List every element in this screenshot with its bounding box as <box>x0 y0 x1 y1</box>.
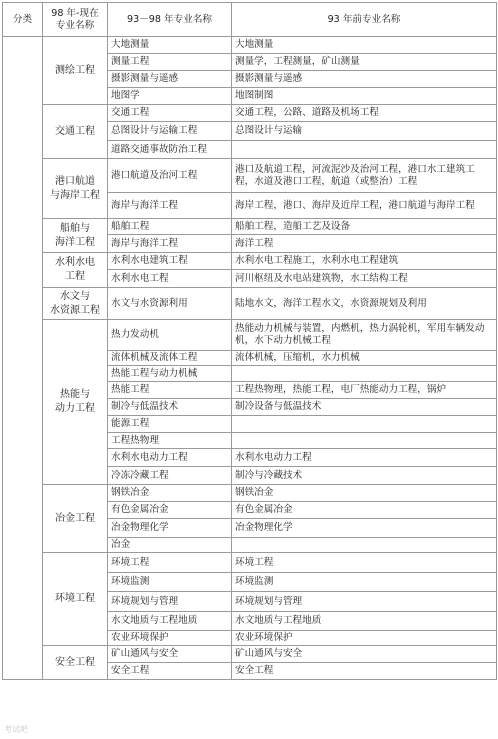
header-pre93-major: 93 年前专业名称 <box>232 3 497 37</box>
current-major-name-line: 港口航道 <box>55 175 95 187</box>
major-93-98-cell: 大地测量 <box>108 37 232 54</box>
major-93-98-cell: 海岸与海洋工程 <box>108 193 232 219</box>
major-pre93-cell: 水利水电工程施工，水利水电工程建筑 <box>232 253 497 270</box>
major-pre93-cell: 地图制图 <box>232 88 497 105</box>
table-body <box>3 37 497 680</box>
major-pre93-cell: 有色金属冶金 <box>232 502 497 519</box>
current-major-name-line: 海洋工程 <box>55 236 95 248</box>
current-major-cell <box>43 37 108 105</box>
major-pre93-cell: 制冷与冷藏技术 <box>232 467 497 485</box>
major-93-98-cell: 地图学 <box>108 88 232 105</box>
current-major-cell <box>43 485 108 553</box>
major-pre93-cell: 钢铁冶金 <box>232 485 497 502</box>
major-pre93-cell: 安全工程 <box>232 663 497 680</box>
table-row <box>3 646 497 663</box>
current-major-name-line: 交通工程 <box>55 125 95 137</box>
major-93-98-cell: 热能工程与动力机械 <box>108 366 232 382</box>
table-row <box>3 320 497 351</box>
header-93-98-major: 93－98 年专业名称 <box>108 3 232 37</box>
major-93-98-cell: 道路交通事故防治工程 <box>108 141 232 159</box>
major-pre93-cell: 交通工程，公路、道路及机场工程 <box>232 105 497 122</box>
major-93-98-cell: 水利水电工程 <box>108 270 232 288</box>
major-93-98-cell: 环境监测 <box>108 573 232 592</box>
major-pre93-cell: 大地测量 <box>232 37 497 54</box>
major-93-98-cell: 水文与水资源利用 <box>108 288 232 320</box>
major-93-98-cell: 交通工程 <box>108 105 232 122</box>
major-pre93-cell: 船舶工程，造船工艺及设备 <box>232 219 497 235</box>
major-93-98-cell: 摄影测量与遥感 <box>108 71 232 88</box>
major-mapping-table <box>2 2 497 680</box>
major-pre93-cell: 工程热物理，热能工程，电厂热能动力工程，锅炉 <box>232 382 497 399</box>
major-pre93-cell: 农业环境保护 <box>232 631 497 646</box>
major-93-98-cell: 总图设计与运输工程 <box>108 122 232 141</box>
major-pre93-cell: 摄影测量与遥感 <box>232 71 497 88</box>
major-pre93-cell <box>232 366 497 382</box>
table-row <box>3 159 497 193</box>
header-current-line1: 98 年-现在 <box>51 7 99 19</box>
current-major-name-line: 冶金工程 <box>55 512 95 524</box>
table-row <box>3 485 497 502</box>
major-pre93-cell: 海岸工程，港口、海岸及近岸工程，港口航道与海岸工程 <box>232 193 497 219</box>
current-major-cell <box>43 320 108 485</box>
major-93-98-cell: 海岸与海洋工程 <box>108 235 232 253</box>
table-row <box>3 219 497 235</box>
major-pre93-cell: 海洋工程 <box>232 235 497 253</box>
table-row <box>3 105 497 122</box>
major-93-98-cell: 环境规划与管理 <box>108 592 232 612</box>
major-pre93-cell: 河川枢纽及水电站建筑物，水工结构工程 <box>232 270 497 288</box>
header-current-major <box>43 3 108 37</box>
major-93-98-cell: 钢铁冶金 <box>108 485 232 502</box>
current-major-cell <box>43 105 108 159</box>
major-93-98-cell: 冷冻冷藏工程 <box>108 467 232 485</box>
current-major-name-line: 测绘工程 <box>55 64 95 76</box>
current-major-cell <box>43 219 108 253</box>
major-pre93-cell <box>232 538 497 553</box>
major-93-98-cell: 热能工程 <box>108 382 232 399</box>
watermark-text: 考试吧 <box>4 725 28 734</box>
major-93-98-cell: 冶金物理化学 <box>108 519 232 538</box>
major-pre93-cell: 热能动力机械与装置，内燃机，热力涡轮机，军用车辆发动机，水下动力机械工程 <box>232 320 497 351</box>
major-93-98-cell: 流体机械及流体工程 <box>108 351 232 366</box>
major-pre93-cell: 矿山通风与安全 <box>232 646 497 663</box>
major-93-98-cell: 矿山通风与安全 <box>108 646 232 663</box>
major-93-98-cell: 水利水电动力工程 <box>108 449 232 467</box>
major-pre93-cell: 港口及航道工程，河流泥沙及治河工程，港口水工建筑工程，水道及港口工程，航道（或整治）工程 <box>232 159 497 193</box>
header-category: 分类 <box>3 3 43 37</box>
major-93-98-cell: 工程热物理 <box>108 433 232 449</box>
major-pre93-cell: 冶金物理化学 <box>232 519 497 538</box>
table-row <box>3 288 497 320</box>
table-row <box>3 253 497 270</box>
major-93-98-cell: 有色金属冶金 <box>108 502 232 519</box>
major-pre93-cell: 环境规划与管理 <box>232 592 497 612</box>
current-major-name-line: 动力工程 <box>55 403 95 414</box>
current-major-cell <box>43 159 108 219</box>
current-major-name-line: 水资源工程 <box>50 304 100 316</box>
current-major-cell <box>43 553 108 646</box>
major-93-98-cell: 热力发动机 <box>108 320 232 351</box>
major-pre93-cell <box>232 433 497 449</box>
major-pre93-cell <box>232 141 497 159</box>
major-pre93-cell: 流体机械，压缩机，水力机械 <box>232 351 497 366</box>
major-pre93-cell: 环境工程 <box>232 553 497 573</box>
current-major-name-line: 工程 <box>65 271 85 282</box>
current-major-name-line: 环境工程 <box>55 593 95 604</box>
current-major-name-line: 船舶与 <box>60 222 90 234</box>
table-row <box>3 37 497 54</box>
current-major-name-line: 水文与 <box>60 290 90 302</box>
major-93-98-cell: 水文地质与工程地质 <box>108 612 232 631</box>
current-major-cell <box>43 253 108 288</box>
major-93-98-cell: 水利水电建筑工程 <box>108 253 232 270</box>
current-major-name-line: 与海岸工程 <box>50 189 100 201</box>
major-pre93-cell: 水文地质与工程地质 <box>232 612 497 631</box>
major-pre93-cell: 水利水电动力工程 <box>232 449 497 467</box>
major-93-98-cell: 船舶工程 <box>108 219 232 235</box>
major-pre93-cell <box>232 416 497 433</box>
major-pre93-cell: 制冷设备与低温技术 <box>232 399 497 416</box>
current-major-cell <box>43 646 108 680</box>
header-row <box>3 3 497 37</box>
major-pre93-cell: 测量学，工程测量，矿山测量 <box>232 54 497 71</box>
major-pre93-cell: 陆地水文，海洋工程水文，水资源规划及利用 <box>232 288 497 320</box>
major-93-98-cell: 安全工程 <box>108 663 232 680</box>
major-93-98-cell: 能源工程 <box>108 416 232 433</box>
major-pre93-cell: 环境监测 <box>232 573 497 592</box>
major-93-98-cell: 测量工程 <box>108 54 232 71</box>
major-93-98-cell: 制冷与低温技术 <box>108 399 232 416</box>
major-93-98-cell: 环境工程 <box>108 553 232 573</box>
current-major-name-line: 热能与 <box>60 389 90 400</box>
major-pre93-cell: 总图设计与运输 <box>232 122 497 141</box>
current-major-name-line: 安全工程 <box>55 656 95 668</box>
table-row <box>3 553 497 573</box>
major-93-98-cell: 港口航道及治河工程 <box>108 159 232 193</box>
current-major-cell <box>43 288 108 320</box>
major-93-98-cell: 冶金 <box>108 538 232 553</box>
category-column-cell <box>3 37 43 680</box>
current-major-name-line: 水利水电 <box>55 257 95 268</box>
header-current-line2: 专业名称 <box>55 19 95 31</box>
major-93-98-cell: 农业环境保护 <box>108 631 232 646</box>
